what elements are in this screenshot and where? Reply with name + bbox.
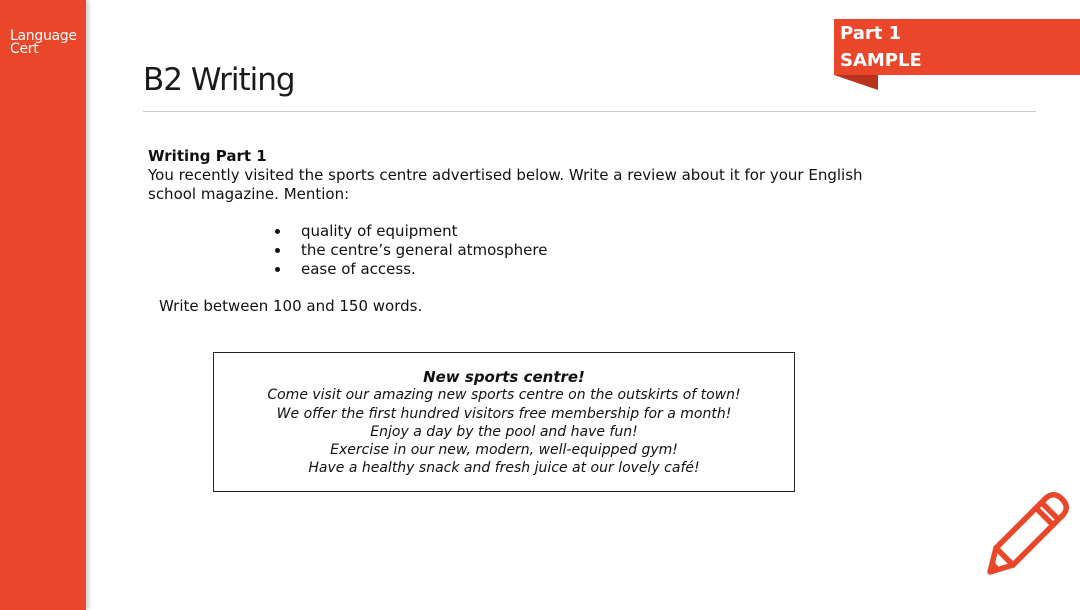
page-title: B2 Writing	[143, 62, 295, 98]
advert-line: Have a healthy snack and fresh juice at our lovely café!	[308, 460, 700, 477]
word-count-instruction: Write between 100 and 150 words.	[159, 297, 423, 315]
languagecert-logo	[10, 30, 77, 56]
advert-line: Enjoy a day by the pool and have fun!	[370, 423, 638, 440]
task-point: • ease of access.	[291, 260, 868, 279]
advert-line: Come visit our amazing new sports centre on the outskirts of town!	[267, 387, 741, 404]
advert-title: New sports centre!	[423, 368, 585, 386]
pencil-icon	[984, 488, 1074, 578]
badge-sample-label: SAMPLE	[840, 50, 922, 71]
advert-box	[213, 352, 795, 492]
task-content	[148, 147, 868, 316]
logo-line-2: Cert	[10, 41, 39, 57]
logo-line-1: Language	[10, 28, 77, 44]
advert-line: We offer the first hundred visitors free membership for a month!	[276, 405, 732, 422]
sidebar	[0, 0, 86, 610]
task-instructions: You recently visited the sports centre advertised below. Write a review about it for your English school magazine. Mention:	[148, 166, 863, 203]
badge-fold	[834, 75, 878, 90]
title-divider	[143, 111, 1036, 112]
task-point: • quality of equipment	[291, 222, 868, 241]
task-points	[148, 222, 868, 279]
part-badge	[834, 19, 1080, 75]
badge-part-label: Part 1	[840, 23, 902, 44]
task-point: • the centre’s general atmosphere	[291, 241, 868, 260]
advert-line: Exercise in our new, modern, well-equipped gym!	[330, 442, 678, 459]
task-heading: Writing Part 1	[148, 147, 267, 165]
